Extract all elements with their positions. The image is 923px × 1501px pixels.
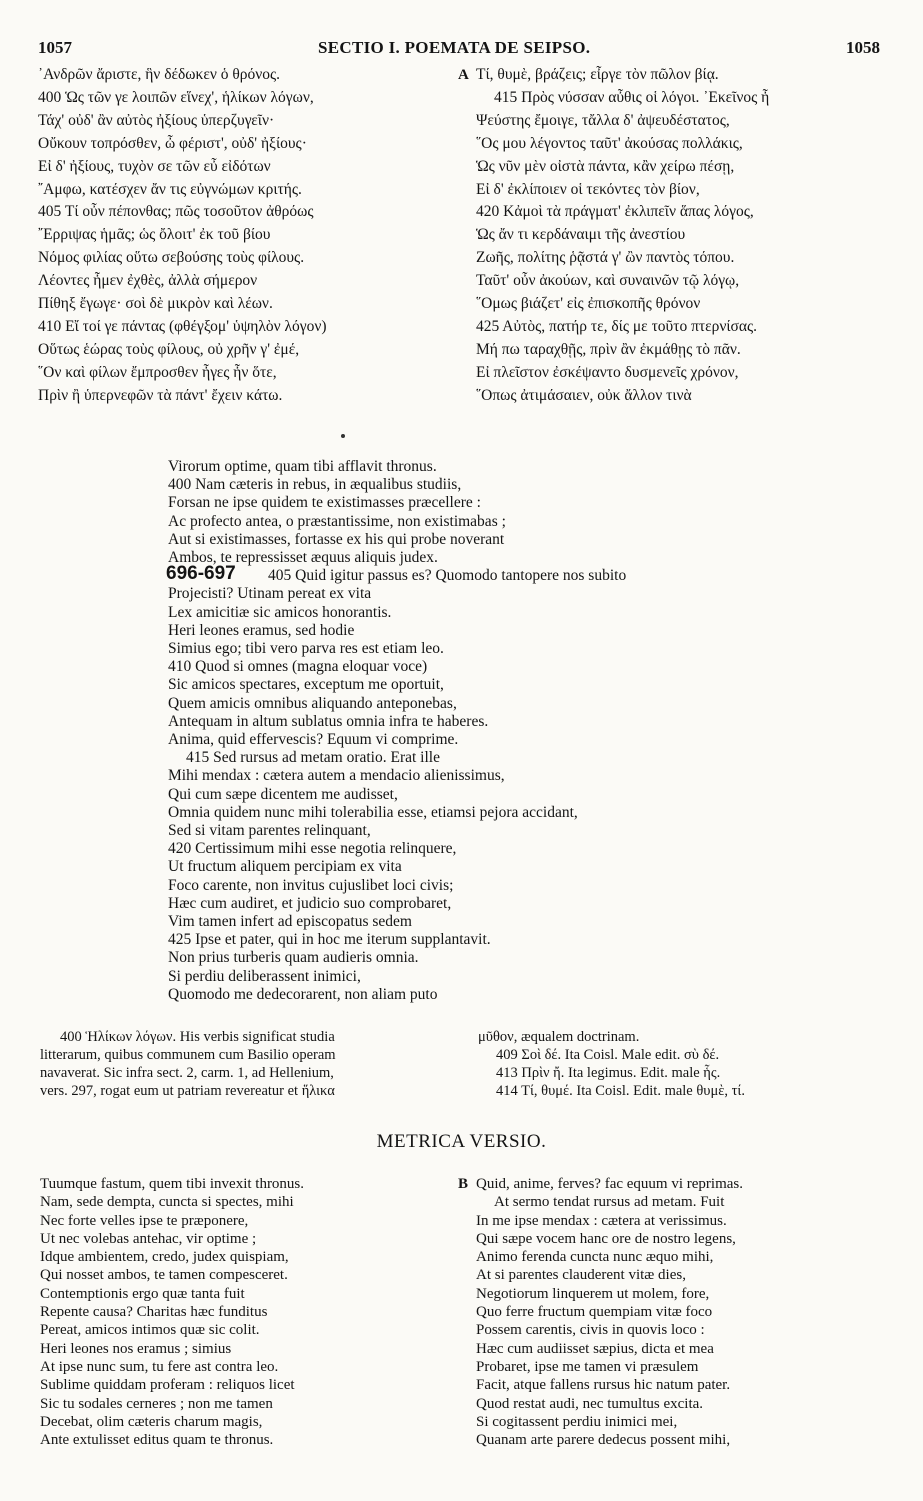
note-line: litterarum, quibus communem cum Basilio operam bbox=[40, 1047, 336, 1063]
latin-line: 415 Sed rursus ad metam oratio. Erat ille bbox=[186, 749, 440, 767]
verse-line: Ut nec volebas antehac, vir optime ; bbox=[40, 1230, 257, 1247]
verse-line: Probaret, ipse me tamen vi præsulem bbox=[476, 1358, 699, 1375]
greek-line: Μή πω ταραχθῇς, πρὶν ἂν ἐκμάθῃς τὸ πᾶν. bbox=[476, 340, 741, 358]
greek-line: 420 Κἀμοὶ τὰ πράγματ' ἐκλιπεῖν ἅπας λόγος, bbox=[476, 203, 754, 221]
verse-line: At sermo tendat rursus ad metam. Fuit bbox=[494, 1194, 725, 1211]
note-line: 414 Τί, θυμέ. Ita Coisl. Edit. male θυμὲ, τί. bbox=[496, 1083, 745, 1099]
column-marker-b: B bbox=[458, 1176, 469, 1192]
latin-line: Virorum optime, quam tibi afflavit thronus. bbox=[168, 458, 437, 475]
verse-line: Quanam arte parere dedecus possent mihi, bbox=[476, 1432, 731, 1449]
notes-right bbox=[478, 1028, 745, 1100]
verse-line: Heri leones nos eramus ; simius bbox=[40, 1340, 232, 1357]
note-line: μῦθον, æqualem doctrinam. bbox=[478, 1029, 640, 1045]
verse-line: Qui nosset ambos, te tamen compesceret. bbox=[40, 1267, 288, 1284]
greek-line: 425 Αὐτὸς, πατήρ τε, δίς με τοῦτο πτερνίσας. bbox=[476, 317, 758, 335]
verse-line: Quo ferre fructum quempiam vitæ foco bbox=[476, 1304, 713, 1321]
page-number-right: 1058 bbox=[846, 38, 880, 57]
verse-line: Decebat, olim cæteris charum magis, bbox=[40, 1413, 263, 1430]
page-number-left: 1057 bbox=[38, 38, 72, 57]
verse-line: Quid, anime, ferves? fac equum vi reprimas. bbox=[476, 1176, 743, 1192]
latin-line: Hæc cum audiret, et judicio suo comprobaret, bbox=[168, 894, 452, 912]
verse-line: Nam, sede dempta, cuncta si spectes, mihi bbox=[40, 1194, 294, 1211]
latin-line: Foco carente, non invitus cujuslibet loci civis; bbox=[168, 876, 454, 894]
greek-line: Ταῦτ' οὖν ἀκούων, καὶ συναινῶν τῷ λόγῳ, bbox=[476, 272, 740, 290]
greek-line: Οὕτως ἑώρας τοὺς φίλους, οὐ χρῆν γ' ἐμέ, bbox=[38, 340, 300, 358]
greek-line: ῎Αμφω, κατέσχεν ἄν τις εὐγνώμων κριτής. bbox=[38, 180, 302, 198]
ink-dot bbox=[341, 434, 345, 438]
metrica-title: METRICA VERSIO. bbox=[376, 1131, 547, 1152]
greek-line: ῎Ερριψας ἡμᾶς; ὡς ὄλοιτ' ἐκ τοῦ βίου bbox=[38, 226, 271, 244]
metrica-right bbox=[476, 1175, 743, 1449]
note-line: vers. 297, rogat eum ut patriam revereatur et ἥλικα bbox=[40, 1083, 335, 1099]
greek-line: ᾿Ανδρῶν ἄριστε, ἣν δέδωκεν ὁ θρόνος. bbox=[38, 66, 281, 83]
note-line: 413 Πρὶν ἤ. Ita legimus. Edit. male ἧς. bbox=[496, 1065, 721, 1081]
verse-line: Ante extulisset editus quam te thronus. bbox=[40, 1432, 274, 1449]
greek-line: 400 Ὡς τῶν γε λοιπῶν εἵνεχ', ἡλίκων λόγων, bbox=[38, 88, 314, 106]
latin-line: Mihi mendax : cætera autem a mendacio alienissimus, bbox=[168, 767, 505, 785]
latin-line: Omnia quidem nunc mihi tolerabilia esse, etiamsi pejora accidant, bbox=[168, 803, 578, 821]
verse-line: At ipse nunc sum, tu fere ast contra leo. bbox=[40, 1358, 279, 1375]
latin-line: Anima, quid effervescis? Equum vi comprime. bbox=[168, 731, 459, 749]
greek-line: Τάχ' οὐδ' ἂν αὐτὸς ἠξίους ὑπερζυγεῖν· bbox=[38, 111, 275, 129]
verse-line: Possem carentis, civis in quovis loco : bbox=[476, 1322, 705, 1339]
note-line: 400 Ἡλίκων λόγων. His verbis significat studia bbox=[60, 1029, 335, 1045]
latin-line: 410 Quod si omnes (magna eloquar voce) bbox=[168, 658, 428, 676]
latin-line: Vim tamen infert ad episcopatus sedem bbox=[168, 913, 412, 931]
latin-line: Qui cum sæpe dicentem me audisset, bbox=[168, 785, 398, 803]
verse-line: Repente causa? Charitas hæc funditus bbox=[40, 1304, 268, 1321]
greek-line: Εἰ δ' ἐκλίποιεν οἱ τεκόντες τὸν βίον, bbox=[476, 180, 700, 198]
latin-line: Si perdiu deliberassent inimici, bbox=[168, 967, 361, 985]
latin-line: Non prius turberis quam audieris omnia. bbox=[168, 949, 419, 967]
greek-line: ῞Ομως βιάζετ' εἰς ἐπισκοπῆς θρόνον bbox=[476, 295, 701, 313]
note-line: 409 Σοὶ δέ. Ita Coisl. Male edit. σὺ δέ. bbox=[496, 1047, 720, 1063]
verse-line: Tuumque fastum, quem tibi invexit thronus. bbox=[40, 1176, 305, 1192]
latin-line: 400 Nam cæteris in rebus, in æqualibus studiis, bbox=[168, 476, 462, 494]
greek-line: Πρὶν ἢ ὑπερνεφῶν τὰ πάντ' ἔχειν κάτω. bbox=[38, 386, 283, 404]
verse-line: Nec forte velles ipse te præponere, bbox=[40, 1212, 249, 1229]
verse-line: Negotiorum linquerem ut molem, fore, bbox=[476, 1285, 710, 1302]
verse-line: In me ipse mendax : cætera at verissimus. bbox=[476, 1212, 727, 1229]
notes-left bbox=[40, 1028, 336, 1100]
latin-line: Lex amicitiæ sic amicos honorantis. bbox=[168, 603, 392, 621]
running-title: SECTIO I. POEMATA DE SEIPSO. bbox=[318, 38, 591, 57]
verse-line: Sublime quiddam proferam : reliquos licet bbox=[40, 1377, 295, 1394]
greek-line: Νόμος φιλίας οὕτω σεβούσης τοὺς φίλους. bbox=[38, 249, 305, 267]
latin-line: 405 Quid igitur passus es? Quomodo tantopere nos subito bbox=[268, 567, 627, 585]
greek-line: Λέοντες ἦμεν ἐχθὲς, ἀλλὰ σήμερον bbox=[38, 272, 258, 290]
greek-line: Ὡς ἄν τι κερδάναιμι τῆς ἀνεστίου bbox=[476, 226, 686, 244]
greek-line: Τί, θυμὲ, βράζεις; εἶργε τὸν πῶλον βίᾳ. bbox=[476, 66, 719, 83]
verse-line: At si parentes clauderent vitæ dies, bbox=[476, 1267, 686, 1284]
greek-column-left bbox=[38, 64, 327, 408]
greek-line: ῞Ος μου λέγοντος ταῦτ' ἀκούσας πολλάκις, bbox=[476, 134, 743, 152]
greek-line: Ζωῆς, πολίτης ῥᾷστά γ' ὢν παντὸς τόπου. bbox=[476, 249, 735, 267]
verse-line: Qui sæpe vocem hanc ore de nostro legens, bbox=[476, 1230, 736, 1247]
latin-line: Quem amicis omnibus aliquando anteponebas, bbox=[168, 694, 457, 712]
metrica-left bbox=[40, 1175, 304, 1449]
latin-line: Ut fructum aliquem percipiam ex vita bbox=[168, 858, 402, 876]
verse-line: Animo ferenda cuncta nunc æquo mihi, bbox=[476, 1249, 714, 1266]
latin-line: 420 Certissimum mihi esse negotia relinquere, bbox=[168, 840, 457, 858]
latin-line: Simius ego; tibi vero parva res est etiam leo. bbox=[168, 640, 444, 658]
greek-line: 415 Πρὸς νύσσαν αὖθις οἱ λόγοι. ᾿Εκεῖνος ἦ bbox=[494, 88, 770, 106]
greek-line: Εἰ πλεῖστον ἐσκέψαντο δυσμενεῖς χρόνον, bbox=[476, 363, 739, 381]
latin-line: Projecisti? Utinam pereat ex vita bbox=[168, 585, 372, 603]
latin-line: Aut si existimasses, fortasse ex his qui probe noverant bbox=[168, 530, 505, 548]
latin-line: 425 Ipse et pater, qui in hoc me iterum supplantavit. bbox=[168, 931, 491, 949]
latin-line: Antequam in altum sublatus omnia infra te haberes. bbox=[168, 712, 489, 730]
latin-line: Heri leones eramus, sed hodie bbox=[168, 621, 355, 639]
greek-line: ῞Ον καὶ φίλων ἔμπροσθεν ἦγες ἦν ὅτε, bbox=[38, 363, 277, 381]
greek-line: Οὔκουν τοπρόσθεν, ὦ φέριστ', οὐδ' ἠξίους· bbox=[38, 134, 307, 152]
greek-line: Ψεύστης ἔμοιγε, τἄλλα δ' ἀψευδέστατος, bbox=[476, 111, 730, 129]
greek-line: 410 Εἴ τοί γε πάντας (φθέγξομ' ὑψηλὸν λόγον) bbox=[38, 317, 327, 335]
latin-line: Ambos, te repressisset æquus aliquis judex. bbox=[168, 549, 438, 567]
greek-line: Ὡς νῦν μὲν οἰστὰ πάντα, κἂν χείρω πέσῃ, bbox=[476, 157, 735, 175]
greek-line: Πίθηξ ἔγωγε· σοὶ δὲ μικρὸν καὶ λέων. bbox=[38, 295, 273, 313]
verse-line: Contemptionis ergo quæ tanta fuit bbox=[40, 1285, 245, 1302]
latin-line: Sed si vitam parentes relinquant, bbox=[168, 822, 371, 840]
verse-line: Facit, atque fallens rursus hic natum pater. bbox=[476, 1377, 731, 1394]
verse-line: Sic tu sodales cerneres ; non me tamen bbox=[40, 1395, 273, 1412]
latin-line: Quomodo me dedecorarent, non aliam puto bbox=[168, 985, 438, 1003]
latin-translation bbox=[168, 458, 626, 1004]
greek-line: Εἰ δ' ἠξίους, τυχὸν σε τῶν εὖ εἰδότων bbox=[38, 157, 271, 175]
greek-column-right bbox=[476, 64, 769, 408]
verse-line: Idque ambientem, credo, judex quispiam, bbox=[40, 1249, 289, 1266]
greek-line: ῞Οπως ἀτιμάσαιεν, οὐκ ἄλλον τινὰ bbox=[476, 386, 692, 404]
margin-reference: 696-697 bbox=[166, 563, 236, 584]
verse-line: Quod restat audi, nec tumultus excita. bbox=[476, 1395, 704, 1412]
verse-line: Si cogitassent perdiu inimici mei, bbox=[476, 1413, 678, 1430]
column-marker-a: A bbox=[458, 67, 469, 83]
note-line: navaverat. Sic infra sect. 2, carm. 1, ad Hellenium, bbox=[40, 1065, 334, 1081]
latin-line: Forsan ne ipse quidem te existimasses præcellere : bbox=[168, 494, 481, 512]
latin-line: Sic amicos spectares, exceptum me oportuit, bbox=[168, 676, 444, 694]
latin-line: Ac profecto antea, o præstantissime, non existimabas ; bbox=[168, 512, 506, 530]
verse-line: Hæc cum audiisset sæpius, dicta et mea bbox=[476, 1340, 714, 1357]
verse-line: Pereat, amicos intimos quæ sic colit. bbox=[40, 1322, 260, 1339]
greek-line: 405 Τί οὖν πέπονθας; πῶς τοσοῦτον ἀθρόως bbox=[38, 203, 314, 221]
